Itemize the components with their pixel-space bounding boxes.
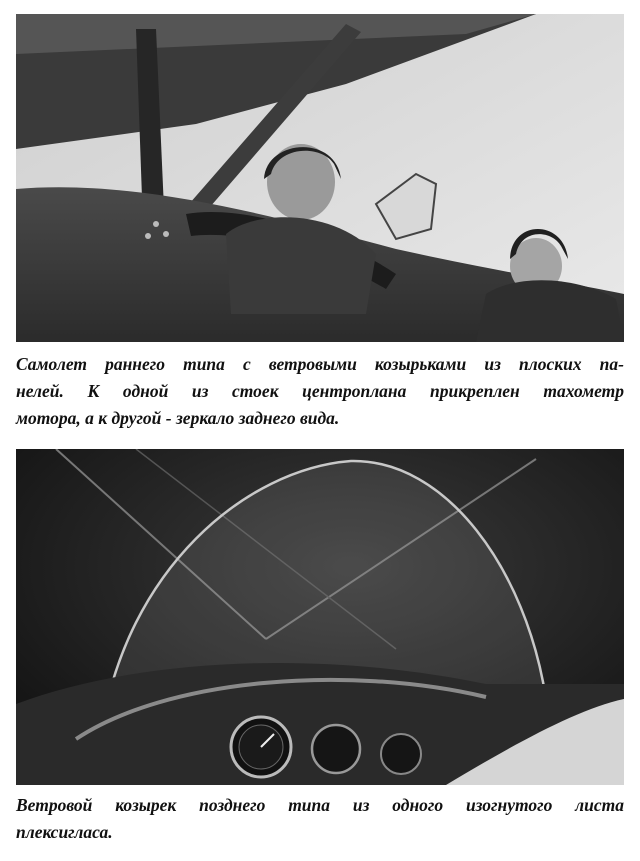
photo-late-windscreen-image — [16, 449, 624, 785]
photo-early-windscreens-image — [16, 14, 624, 342]
caption-line: плексигласа. — [16, 822, 113, 842]
photo-early-windscreens — [16, 14, 624, 342]
caption-line: Самолет раннего типа с ветровыми козырьками из плоских па- — [16, 354, 624, 374]
caption-line: нелей. К одной из стоек центроплана прикреплен тахометр — [16, 381, 624, 401]
caption-early-windscreens — [16, 351, 624, 432]
caption-line: мотора, а к другой - зеркало заднего вида. — [16, 408, 340, 428]
photo-late-windscreen — [16, 449, 624, 785]
caption-late-windscreen — [16, 792, 624, 846]
caption-line: Ветровой козырек позднего типа из одного изогнутого листа — [16, 795, 624, 815]
